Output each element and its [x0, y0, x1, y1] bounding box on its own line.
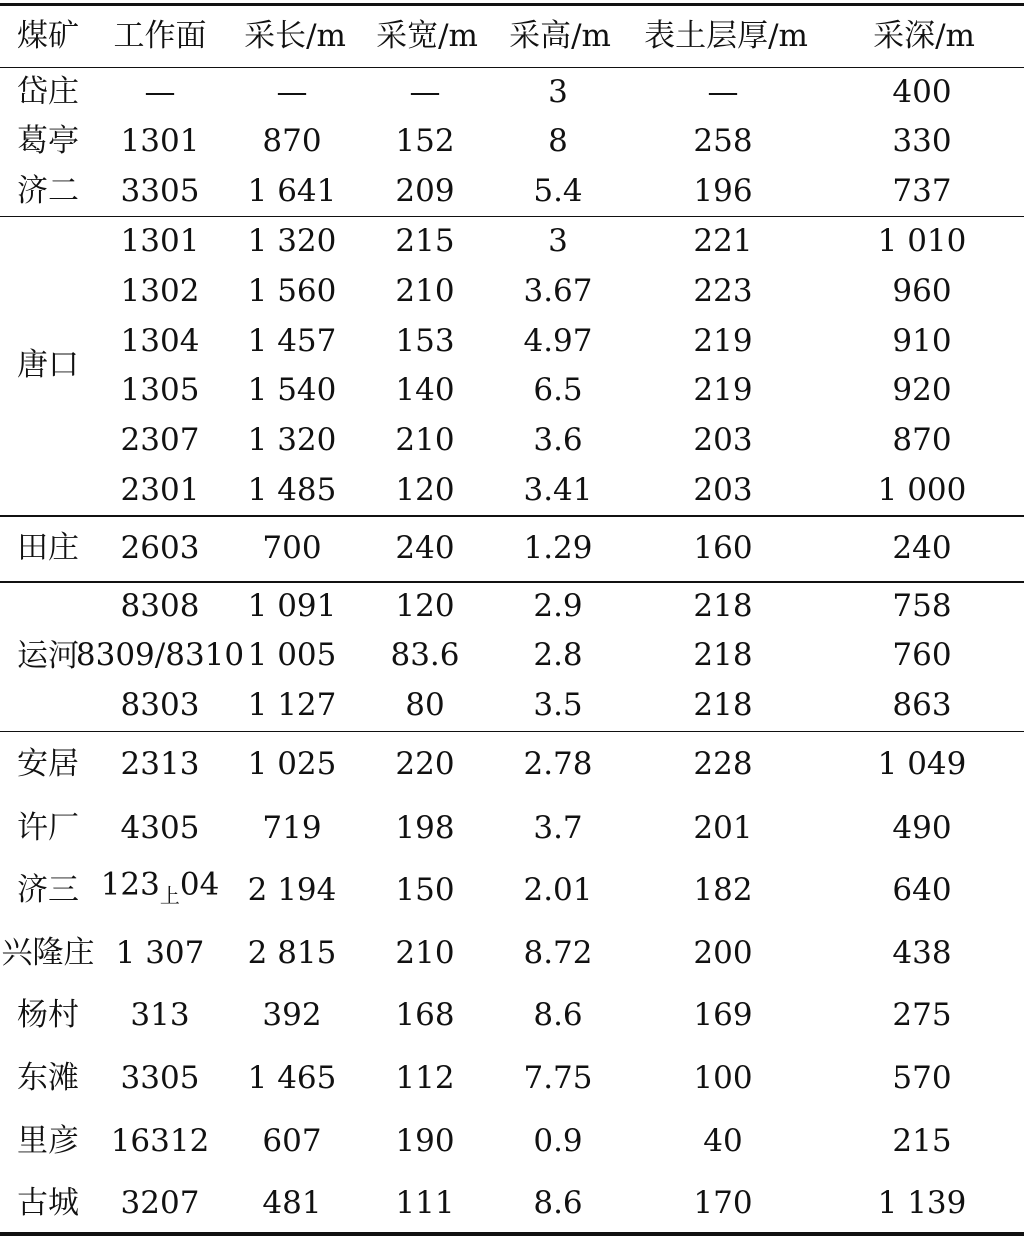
cell-soil: 219	[693, 372, 753, 408]
cell-depth: 910	[892, 323, 952, 359]
group-rule	[0, 515, 1024, 517]
cell-height: 2.9	[533, 588, 583, 624]
cell-soil: 223	[693, 273, 753, 309]
cell-mine: 里彦	[17, 1123, 79, 1159]
cell-height: 3.7	[533, 810, 583, 846]
cell-length: 1 005	[247, 637, 337, 673]
cell-height: 4.97	[523, 323, 593, 359]
cell-width: 209	[395, 173, 455, 209]
cell-depth: 275	[892, 997, 952, 1033]
cell-face: 1 307	[115, 935, 205, 971]
cell-soil: 203	[693, 422, 753, 458]
cell-face: 4305	[120, 810, 200, 846]
cell-soil: 228	[693, 746, 753, 782]
cell-length: 1 560	[247, 273, 337, 309]
header-depth: 采深/m	[873, 18, 975, 54]
cell-length: 1 641	[247, 173, 337, 209]
cell-face: 3305	[120, 1060, 200, 1096]
cell-height: 2.8	[533, 637, 583, 673]
cell-soil: 201	[693, 810, 753, 846]
cell-height: 7.75	[523, 1060, 593, 1096]
cell-height: 6.5	[533, 372, 583, 408]
cell-mine: 岱庄	[17, 74, 79, 110]
cell-depth: 737	[892, 173, 952, 209]
cell-length: 1 320	[247, 223, 337, 259]
cell-width: 240	[395, 530, 455, 566]
cell-soil: 203	[693, 472, 753, 508]
cell-depth: 1 000	[877, 472, 967, 508]
cell-face: 2313	[120, 746, 200, 782]
cell-mine: 古城	[17, 1185, 79, 1221]
cell-soil: 219	[693, 323, 753, 359]
cell-soil: 170	[693, 1185, 753, 1221]
cell-length: 870	[262, 123, 322, 159]
cell-height: 8.6	[533, 1185, 583, 1221]
cell-height: 3	[548, 74, 568, 110]
cell-face: —	[144, 74, 176, 110]
cell-face: 3207	[120, 1185, 200, 1221]
cell-width: 150	[395, 872, 455, 908]
cell-depth: 1 049	[877, 746, 967, 782]
cell-width: 80	[405, 687, 445, 723]
header-width: 采宽/m	[376, 18, 478, 54]
cell-face: 1302	[120, 273, 200, 309]
cell-height: 2.01	[523, 872, 593, 908]
cell-face: 1301	[120, 223, 200, 259]
cell-face: 2603	[120, 530, 200, 566]
cell-soil: 218	[693, 687, 753, 723]
cell-height: 3.67	[523, 273, 593, 309]
header-face: 工作面	[113, 18, 207, 54]
cell-length: 1 540	[247, 372, 337, 408]
cell-width: 190	[395, 1123, 455, 1159]
cell-soil: 218	[693, 588, 753, 624]
cell-mine: 杨村	[17, 997, 79, 1033]
cell-depth: 758	[892, 588, 952, 624]
cell-mine-group: 唐口	[17, 347, 79, 383]
top-rule	[0, 3, 1024, 6]
cell-width: 220	[395, 746, 455, 782]
cell-face: $123_上04$	[100, 866, 220, 908]
cell-height: 3.5	[533, 687, 583, 723]
header-soil: 表土层厚/m	[644, 18, 808, 54]
group-rule	[0, 581, 1024, 583]
cell-soil: 200	[693, 935, 753, 971]
cell-length: 392	[262, 997, 322, 1033]
cell-width: 112	[395, 1060, 455, 1096]
cell-depth: 870	[892, 422, 952, 458]
cell-soil: 221	[693, 223, 753, 259]
cell-height: 3	[548, 223, 568, 259]
cell-depth: 760	[892, 637, 952, 673]
cell-width: 210	[395, 422, 455, 458]
cell-height: 8.6	[533, 997, 583, 1033]
cell-face: 313	[130, 997, 190, 1033]
cell-depth: 215	[892, 1123, 952, 1159]
cell-length: 2 194	[247, 872, 337, 908]
cell-length: 1 485	[247, 472, 337, 508]
cell-height: 8.72	[523, 935, 593, 971]
cell-mine: 葛亭	[17, 123, 79, 159]
cell-depth: 640	[892, 872, 952, 908]
cell-soil: —	[707, 74, 739, 110]
cell-length: 1 320	[247, 422, 337, 458]
cell-depth: 1 010	[877, 223, 967, 259]
cell-depth: 400	[892, 74, 952, 110]
cell-length: 1 127	[247, 687, 337, 723]
cell-length: 2 815	[247, 935, 337, 971]
cell-soil: 160	[693, 530, 753, 566]
cell-height: 1.29	[523, 530, 593, 566]
cell-length: 1 465	[247, 1060, 337, 1096]
cell-height: 2.78	[523, 746, 593, 782]
cell-height: 3.41	[523, 472, 593, 508]
cell-width: 168	[395, 997, 455, 1033]
cell-face: 1305	[120, 372, 200, 408]
group-rule	[0, 731, 1024, 732]
cell-width: 140	[395, 372, 455, 408]
cell-mine: 许厂	[17, 810, 79, 846]
cell-height: 5.4	[533, 173, 583, 209]
cell-soil: 182	[693, 872, 753, 908]
cell-width: 215	[395, 223, 455, 259]
cell-length: 481	[262, 1185, 322, 1221]
cell-face-subscript: 上	[159, 883, 180, 908]
cell-face: 8309/8310	[75, 637, 245, 673]
cell-mine: 安居	[17, 746, 79, 782]
cell-mine: 济二	[17, 173, 79, 209]
cell-width: 153	[395, 323, 455, 359]
cell-length: 1 091	[247, 588, 337, 624]
cell-width: 120	[395, 472, 455, 508]
cell-mine: 济三	[17, 872, 79, 908]
header-length: 采长/m	[244, 18, 346, 54]
cell-height: 3.6	[533, 422, 583, 458]
cell-height: 8	[548, 123, 568, 159]
cell-depth: 960	[892, 273, 952, 309]
bottom-rule	[0, 1232, 1024, 1236]
header-mine: 煤矿	[17, 18, 79, 54]
cell-mine: 兴隆庄	[1, 935, 95, 971]
cell-depth: 570	[892, 1060, 952, 1096]
header-rule	[0, 67, 1024, 68]
cell-soil: 258	[693, 123, 753, 159]
cell-soil: 40	[703, 1123, 743, 1159]
cell-face: 2301	[120, 472, 200, 508]
cell-length: 1 025	[247, 746, 337, 782]
cell-face: 8303	[120, 687, 200, 723]
cell-face: 2307	[120, 422, 200, 458]
cell-depth: 438	[892, 935, 952, 971]
cell-face: 16312	[110, 1123, 210, 1159]
cell-depth: 863	[892, 687, 952, 723]
cell-width: 210	[395, 935, 455, 971]
cell-length: 719	[262, 810, 322, 846]
cell-width: 198	[395, 810, 455, 846]
cell-mine: 东滩	[17, 1060, 79, 1096]
cell-length: —	[276, 74, 308, 110]
cell-depth: 240	[892, 530, 952, 566]
cell-width: 120	[395, 588, 455, 624]
cell-face: 3305	[120, 173, 200, 209]
cell-depth: 1 139	[877, 1185, 967, 1221]
cell-mine-group: 运河	[17, 637, 79, 674]
cell-depth: 490	[892, 810, 952, 846]
cell-mine: 田庄	[17, 530, 79, 566]
cell-width: 111	[395, 1185, 455, 1221]
cell-face: 8308	[120, 588, 200, 624]
cell-length: 607	[262, 1123, 322, 1159]
cell-width: 83.6	[390, 637, 460, 673]
cell-width: 210	[395, 273, 455, 309]
group-rule	[0, 216, 1024, 217]
cell-depth: 920	[892, 372, 952, 408]
cell-soil: 100	[693, 1060, 753, 1096]
cell-soil: 218	[693, 637, 753, 673]
cell-width: —	[409, 74, 441, 110]
cell-depth: 330	[892, 123, 952, 159]
cell-soil: 169	[693, 997, 753, 1033]
cell-length: 1 457	[247, 323, 337, 359]
header-height: 采高/m	[509, 18, 611, 54]
cell-length: 700	[262, 530, 322, 566]
cell-face: 1304	[120, 323, 200, 359]
cell-soil: 196	[693, 173, 753, 209]
cell-face: 1301	[120, 123, 200, 159]
cell-width: 152	[395, 123, 455, 159]
cell-height: 0.9	[533, 1123, 583, 1159]
